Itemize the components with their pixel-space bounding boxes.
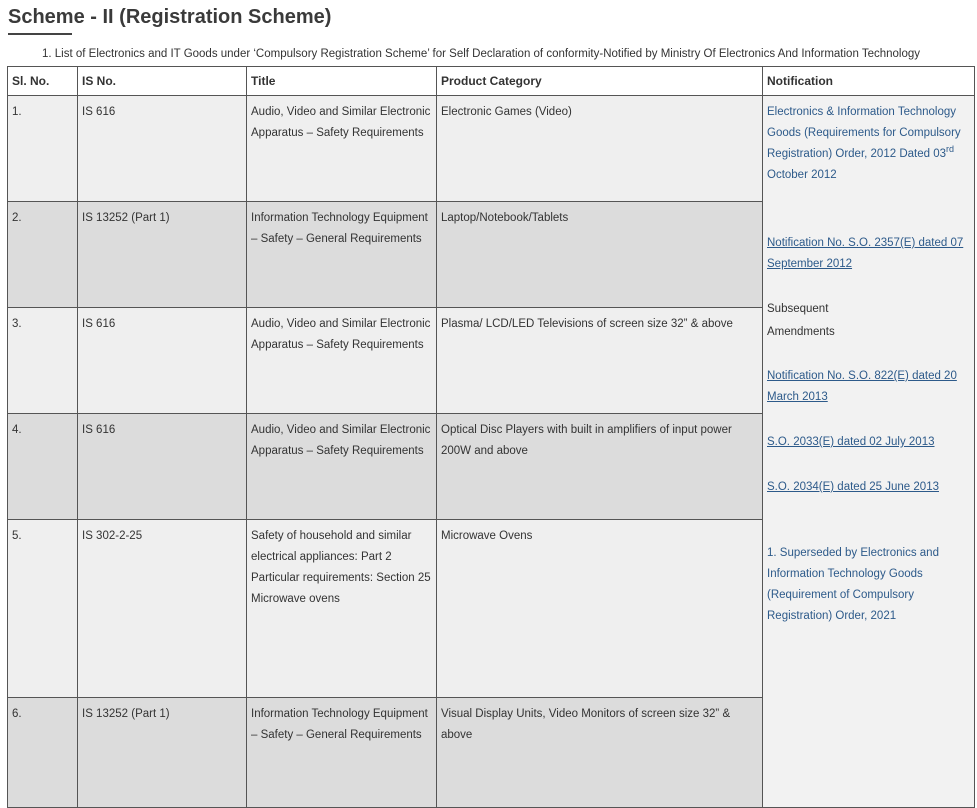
registration-scheme-table — [7, 66, 975, 808]
cell-product-category: Optical Disc Players with built in amplifiers of input power 200W and above — [437, 414, 763, 520]
header-sl-no: Sl. No. — [8, 67, 78, 96]
cell-is-no: IS 616 — [78, 96, 247, 202]
cell-title: Audio, Video and Similar Electronic Apparatus – Safety Requirements — [247, 414, 437, 520]
title-underline — [8, 33, 72, 35]
table-caption: 1. List of Electronics and IT Goods under ‘Compulsory Registration Scheme’ for Self Declaration of conformity-Notified by Ministry Of Electronics And Information Technology — [42, 48, 921, 60]
order-date-tail: October 2012 — [767, 169, 837, 181]
cell-sl-no: 5. — [8, 520, 78, 698]
subsequent-amendments: Subsequent Amendments — [767, 303, 835, 338]
notification-link-so-2034[interactable]: S.O. 2034(E) dated 25 June 2013 — [767, 481, 939, 493]
cell-title: Information Technology Equipment – Safety – General Requirements — [247, 698, 437, 808]
cell-sl-no: 3. — [8, 308, 78, 414]
cell-is-no: IS 13252 (Part 1) — [78, 698, 247, 808]
order-text: Electronics & Information Technology Goods (Requirements for Compulsory Registration) Order, 2012 Dated 03 — [767, 106, 961, 160]
cell-title: Safety of household and similar electrical appliances: Part 2 Particular requirements: Section 25 Microwave ovens — [247, 520, 437, 698]
header-is-no: IS No. — [78, 67, 247, 96]
cell-product-category: Laptop/Notebook/Tablets — [437, 202, 763, 308]
table-header-row — [8, 67, 975, 96]
cell-product-category: Microwave Ovens — [437, 520, 763, 698]
order-superscript: rd — [946, 144, 955, 155]
cell-sl-no: 2. — [8, 202, 78, 308]
notification-link-so-2033[interactable]: S.O. 2033(E) dated 02 July 2013 — [767, 436, 935, 448]
superseded-note: 1. Superseded by Electronics and Information Technology Goods (Requirement of Compulsory Registration) Order, 2021 — [767, 547, 939, 622]
cell-sl-no: 6. — [8, 698, 78, 808]
cell-title: Information Technology Equipment – Safety – General Requirements — [247, 202, 437, 308]
cell-product-category: Electronic Games (Video) — [437, 96, 763, 202]
cell-is-no: IS 13252 (Part 1) — [78, 202, 247, 308]
notification-order — [767, 102, 970, 186]
cell-is-no: IS 616 — [78, 414, 247, 520]
cell-is-no: IS 302-2-25 — [78, 520, 247, 698]
cell-sl-no: 1. — [8, 96, 78, 202]
header-title: Title — [247, 67, 437, 96]
page-title: Scheme - II (Registration Scheme) — [8, 6, 332, 28]
header-product-category: Product Category — [437, 67, 763, 96]
cell-is-no: IS 616 — [78, 308, 247, 414]
table-row — [8, 96, 975, 202]
cell-sl-no: 4. — [8, 414, 78, 520]
cell-product-category: Plasma/ LCD/LED Televisions of screen size 32” & above — [437, 308, 763, 414]
cell-title: Audio, Video and Similar Electronic Apparatus – Safety Requirements — [247, 96, 437, 202]
cell-title: Audio, Video and Similar Electronic Apparatus – Safety Requirements — [247, 308, 437, 414]
notification-link-so-2357[interactable]: Notification No. S.O. 2357(E) dated 07 September 2012 — [767, 237, 964, 270]
notification-link-so-822[interactable]: Notification No. S.O. 822(E) dated 20 March 2013 — [767, 370, 957, 403]
header-notification: Notification — [763, 67, 975, 96]
cell-product-category: Visual Display Units, Video Monitors of screen size 32” & above — [437, 698, 763, 808]
notification-cell — [763, 96, 975, 808]
